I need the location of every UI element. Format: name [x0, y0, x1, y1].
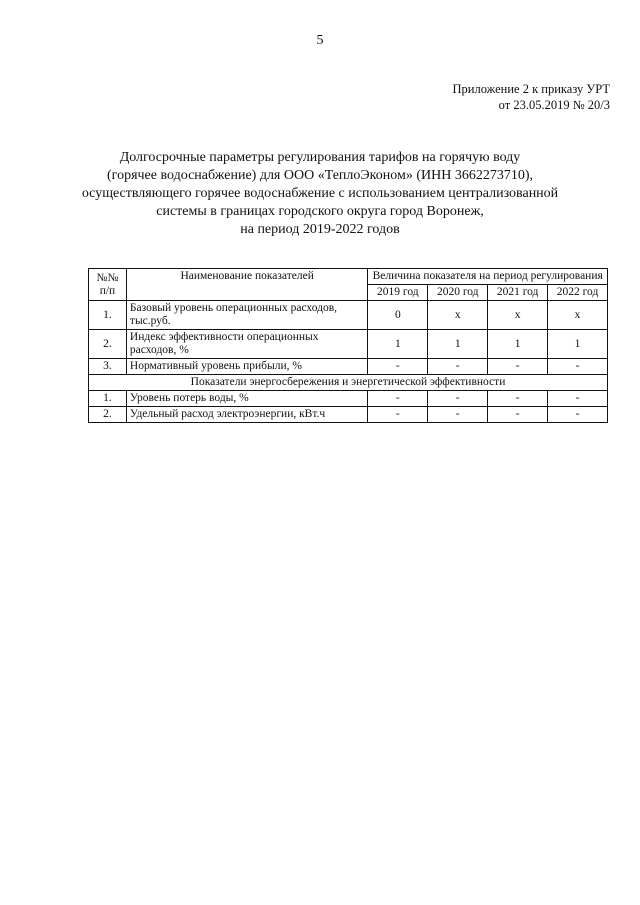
row-value: 1	[488, 330, 548, 359]
section-title: Показатели энергосбережения и энергетической эффективности	[89, 375, 608, 391]
appendix-line-1: Приложение 2 к приказу УРТ	[452, 82, 610, 96]
header-year: 2022 год	[548, 285, 608, 301]
row-value: -	[368, 407, 428, 423]
section-header-row	[89, 375, 608, 391]
row-value: -	[488, 407, 548, 423]
document-title	[40, 149, 600, 239]
table-row	[89, 330, 608, 359]
row-value: -	[368, 391, 428, 407]
appendix-line-2: от 23.05.2019 № 20/3	[498, 98, 610, 112]
title-line-4: системы в границах городского округа город Воронеж,	[156, 204, 484, 219]
row-value: -	[488, 391, 548, 407]
header-row	[89, 269, 608, 285]
row-num: 1.	[89, 391, 127, 407]
row-num: 2.	[89, 330, 127, 359]
row-name: Базовый уровень операционных расходов, тыс.руб.	[126, 301, 367, 330]
row-value: x	[488, 301, 548, 330]
header-value-group: Величина показателя на период регулирования	[368, 269, 608, 285]
title-line-1: Долгосрочные параметры регулирования тарифов на горячую воду	[119, 150, 521, 165]
row-value: x	[548, 301, 608, 330]
header-year: 2021 год	[488, 285, 548, 301]
row-value: -	[428, 391, 488, 407]
row-num: 3.	[89, 359, 127, 375]
row-value: 1	[548, 330, 608, 359]
row-name: Удельный расход электроэнергии, кВт.ч	[126, 407, 367, 423]
header-name: Наименование показателей	[126, 269, 367, 301]
row-name: Нормативный уровень прибыли, %	[126, 359, 367, 375]
row-value: 1	[368, 330, 428, 359]
table-row	[89, 359, 608, 375]
header-year: 2020 год	[428, 285, 488, 301]
table-row	[89, 407, 608, 423]
row-name: Уровень потерь воды, %	[126, 391, 367, 407]
title-line-5: на период 2019-2022 годов	[240, 222, 400, 237]
table-row	[89, 301, 608, 330]
row-value: 1	[428, 330, 488, 359]
row-value: 0	[368, 301, 428, 330]
parameters-table	[88, 268, 608, 423]
row-value: -	[488, 359, 548, 375]
page-number: 5	[316, 33, 324, 48]
title-line-3: осуществляющего горячее водоснабжение с использованием централизованной	[81, 186, 559, 201]
header-num: №№ п/п	[89, 269, 127, 301]
row-value: -	[368, 359, 428, 375]
row-name: Индекс эффективности операционных расходов, %	[126, 330, 367, 359]
row-value: -	[428, 359, 488, 375]
title-line-2: (горячее водоснабжение) для ООО «ТеплоЭконом» (ИНН 3662273710),	[107, 168, 533, 183]
header-year: 2019 год	[368, 285, 428, 301]
row-value: -	[548, 391, 608, 407]
row-value: -	[548, 359, 608, 375]
row-value: x	[428, 301, 488, 330]
row-value: -	[428, 407, 488, 423]
table-row	[89, 391, 608, 407]
appendix-reference	[453, 81, 611, 113]
row-num: 2.	[89, 407, 127, 423]
row-num: 1.	[89, 301, 127, 330]
row-value: -	[548, 407, 608, 423]
